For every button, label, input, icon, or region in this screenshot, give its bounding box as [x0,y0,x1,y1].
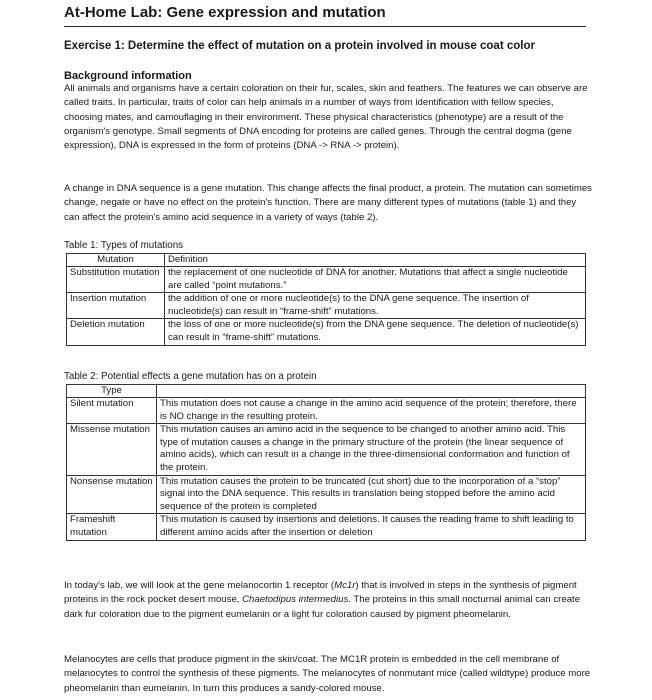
table-row [67,398,586,424]
table-row [67,475,586,514]
table-row [67,267,586,293]
mutation-effects-table [66,384,586,541]
mutation-type-cell: Deletion mutation [67,319,165,345]
effect-description-cell: This mutation causes the protein to be truncated (cut short) due to the incorporation of a “stop” signal into the DNA sequence. This results in translation being stopped before the amino acid sequence of the protein is completed [157,475,586,514]
exercise-heading: Exercise 1: Determine the effect of mutation on a protein involved in mouse coat color [64,40,535,52]
table-row [67,514,586,540]
column-header-mutation: Mutation [67,254,165,267]
definition-cell: the replacement of one nucleotide of DNA for another. Mutations that affect a single nucleotide are called “point mutations.” [165,267,586,293]
table-header-row [67,385,586,398]
column-header-effect [157,385,586,398]
effect-type-cell: Missense mutation [67,424,157,475]
table-row [67,293,586,319]
table1-caption: Table 1: Types of mutations [64,240,184,251]
definition-cell: the loss of one or more nucleotide(s) from the DNA gene sequence. The deletion of nucleotide(s) can result in “frame-shift” mutations. [165,319,586,345]
table-row [67,424,586,475]
effect-description-cell: This mutation causes an amino acid in the sequence to be changed to another amino acid. This type of mutation causes a change in the primary structure of the protein (the linear sequence of amino acids), which can result in a change in the three-dimensional conformation and function of the protein. [157,424,586,475]
background-paragraph-1: All animals and organisms have a certain coloration on their fur, scales, skin and feathers. The features we can observe are called traits. In particular, traits of color can help animals in a number of ways from identification with fellow species, choosing mates, and camouflaging in their environment. These physical characteristics (phenotype) are a result of the organism's genotype. Small segments of DNA encoding for proteins are called genes. Through the central dogma (gene expression), DNA is expressed in the form of proteins (DNA -> RNA -> protein). [64,83,588,152]
gene-name: Mc1r [334,580,356,591]
species-name: Chaetodipus intermedius [242,594,349,606]
page-title: At-Home Lab: Gene expression and mutation [64,4,386,21]
effect-type-cell: Silent mutation [67,398,157,424]
mutation-type-cell: Insertion mutation [67,293,165,319]
definition-cell: the addition of one or more nucleotide(s) to the DNA gene sequence. The insertion of nucleotide(s) can result in “frame-shift” mutations. [165,293,586,319]
background-heading: Background information [64,70,192,82]
table-row [67,319,586,345]
table2-caption: Table 2: Potential effects a gene mutation has on a protein [64,371,317,382]
mutation-types-table [66,253,586,346]
effect-description-cell: This mutation does not cause a change in the amino acid sequence of the protein; therefore, there is NO change in the resulting protein. [157,398,586,424]
background-paragraph-2: A change in DNA sequence is a gene mutation. This change affects the final product, a protein. The mutation can sometimes change, negate or have no effect on the protein's function. There are many different types of mutations (table 1) and they can affect the protein's amino acid sequence in a variety of ways (table 2). [64,183,592,223]
effect-type-cell: Nonsense mutation [67,475,157,514]
table-header-row [67,254,586,267]
melanocytes-paragraph: Melanocytes are cells that produce pigment in the skin/coat. The MC1R protein is embedded in the cell membrane of melanocytes to control the synthesis of these pigments. The melanocytes of nonmutant mice (called wildtype) produce more pheomelanin than eumelanin. In turn this produces a sandy-colored mouse. [64,654,591,694]
effect-description-cell: This mutation is caused by insertions and deletions. It causes the reading frame to shift leading to different amino acids after the insertion or deletion [157,514,586,540]
column-header-type: Type [67,385,157,398]
column-header-definition: Definition [165,254,586,267]
lab-intro-text-b: ) that is involved in steps in the synthesis of pigment proteins in the rock pocket desert mouse, [64,580,577,606]
lab-intro-text-a: In today's lab, we will look at the gene melanocortin 1 receptor ( [64,580,335,591]
lab-intro-paragraph [64,579,592,622]
lab-intro-text-c: . The proteins in this small nocturnal animal can create dark fur coloration due to the pigment eumelanin or a light fur coloration caused by pigment pheomelanin. [64,594,581,620]
effect-type-cell: Frameshift mutation [67,514,157,540]
mutation-type-cell: Substitution mutation [67,267,165,293]
title-divider [64,26,586,27]
